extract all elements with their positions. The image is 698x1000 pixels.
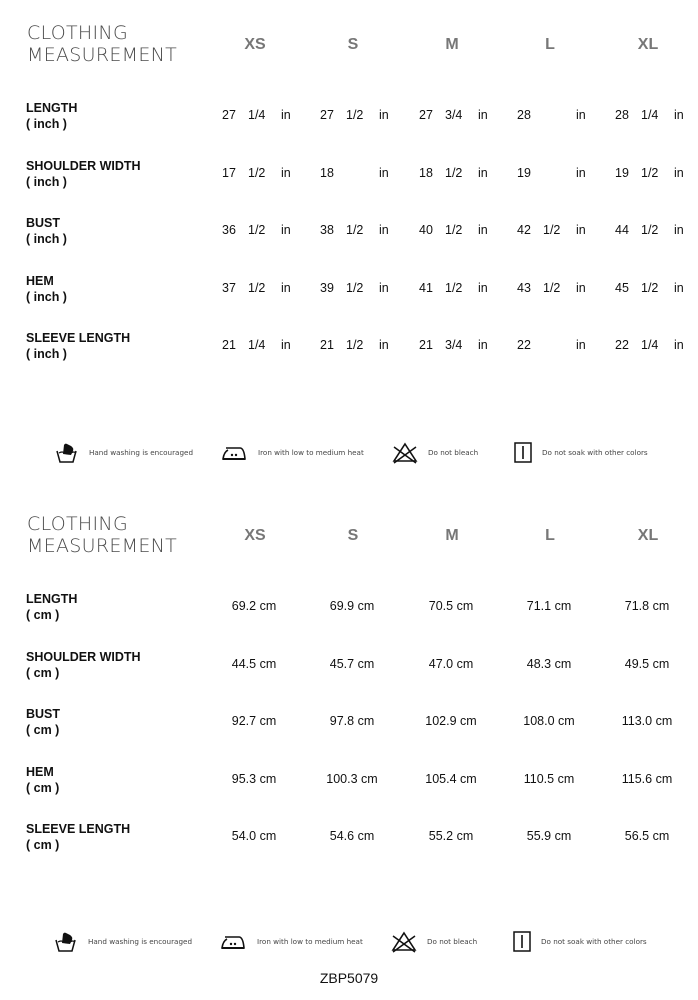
size-header-m: M <box>445 36 459 53</box>
size-header-xl: XL <box>637 36 659 53</box>
cm-cell: 71.8 cm <box>624 599 670 613</box>
no-bleach-icon <box>392 441 418 465</box>
cm-cell: 69.2 cm <box>231 599 277 613</box>
cm-cell: 71.1 cm <box>526 599 572 613</box>
care-instructions-inch: Hand washing is encouraged Iron with low to medium heat Do not bleach Do not soak with other colors <box>0 441 698 465</box>
size-header-xs: XS <box>244 527 266 544</box>
cm-cell: 55.9 cm <box>526 829 572 843</box>
size-header-l: L <box>545 527 555 544</box>
row-label-hem: HEM ( inch ) <box>26 274 67 304</box>
row-label-shoulder-width: SHOULDER WIDTH ( inch ) <box>26 159 141 189</box>
cm-cell: 95.3 cm <box>231 772 277 786</box>
row-label-length: LENGTH ( cm ) <box>26 592 78 622</box>
hand-wash-icon <box>55 441 79 465</box>
cm-cell: 70.5 cm <box>428 599 474 613</box>
cm-cell: 48.3 cm <box>526 657 572 671</box>
cm-cell: 115.6 cm <box>621 772 673 786</box>
size-header-xl: XL <box>637 527 659 544</box>
cm-cell: 56.5 cm <box>624 829 670 843</box>
no-bleach-icon <box>391 930 417 954</box>
iron-icon <box>221 930 247 954</box>
cm-cell: 102.9 cm <box>425 714 477 728</box>
cm-cell: 92.7 cm <box>231 714 277 728</box>
cm-cell: 54.0 cm <box>231 829 277 843</box>
size-header-xs: XS <box>244 36 266 53</box>
cm-cell: 54.6 cm <box>329 829 375 843</box>
row-label-bust: BUST ( cm ) <box>26 707 61 737</box>
cm-cell: 100.3 cm <box>326 772 378 786</box>
care-instructions-cm: Hand washing is encouraged Iron with low to medium heat Do not bleach Do not soak with other colors <box>0 930 698 954</box>
cm-cell: 47.0 cm <box>428 657 474 671</box>
size-header-m: M <box>445 527 459 544</box>
cm-cell: 45.7 cm <box>329 657 375 671</box>
product-code: ZBP5079 <box>319 970 379 986</box>
cm-cell: 44.5 cm <box>231 657 277 671</box>
row-label-sleeve-length: SLEEVE LENGTH ( inch ) <box>26 331 131 361</box>
cm-cell: 55.2 cm <box>428 829 474 843</box>
row-label-shoulder-width: SHOULDER WIDTH ( cm ) <box>26 650 141 680</box>
cm-cell: 113.0 cm <box>621 714 673 728</box>
inch-table-title: CLOTHING MEASUREMENT <box>27 22 178 66</box>
cm-cell: 110.5 cm <box>523 772 575 786</box>
cm-table-title: CLOTHING MEASUREMENT <box>27 513 178 557</box>
cm-cell: 105.4 cm <box>425 772 477 786</box>
cm-cell: 49.5 cm <box>624 657 670 671</box>
iron-icon <box>222 441 248 465</box>
size-header-s: S <box>347 527 359 544</box>
hand-wash-icon <box>54 930 78 954</box>
size-header-s: S <box>347 36 359 53</box>
cm-cell: 97.8 cm <box>329 714 375 728</box>
cm-cell: 69.9 cm <box>329 599 375 613</box>
cm-cell: 108.0 cm <box>523 714 575 728</box>
row-label-sleeve-length: SLEEVE LENGTH ( cm ) <box>26 822 131 852</box>
size-header-l: L <box>545 36 555 53</box>
row-label-length: LENGTH ( inch ) <box>26 101 78 131</box>
no-soak-icon <box>514 441 534 465</box>
row-label-bust: BUST ( inch ) <box>26 216 67 246</box>
no-soak-icon <box>513 930 533 954</box>
row-label-hem: HEM ( cm ) <box>26 765 60 795</box>
